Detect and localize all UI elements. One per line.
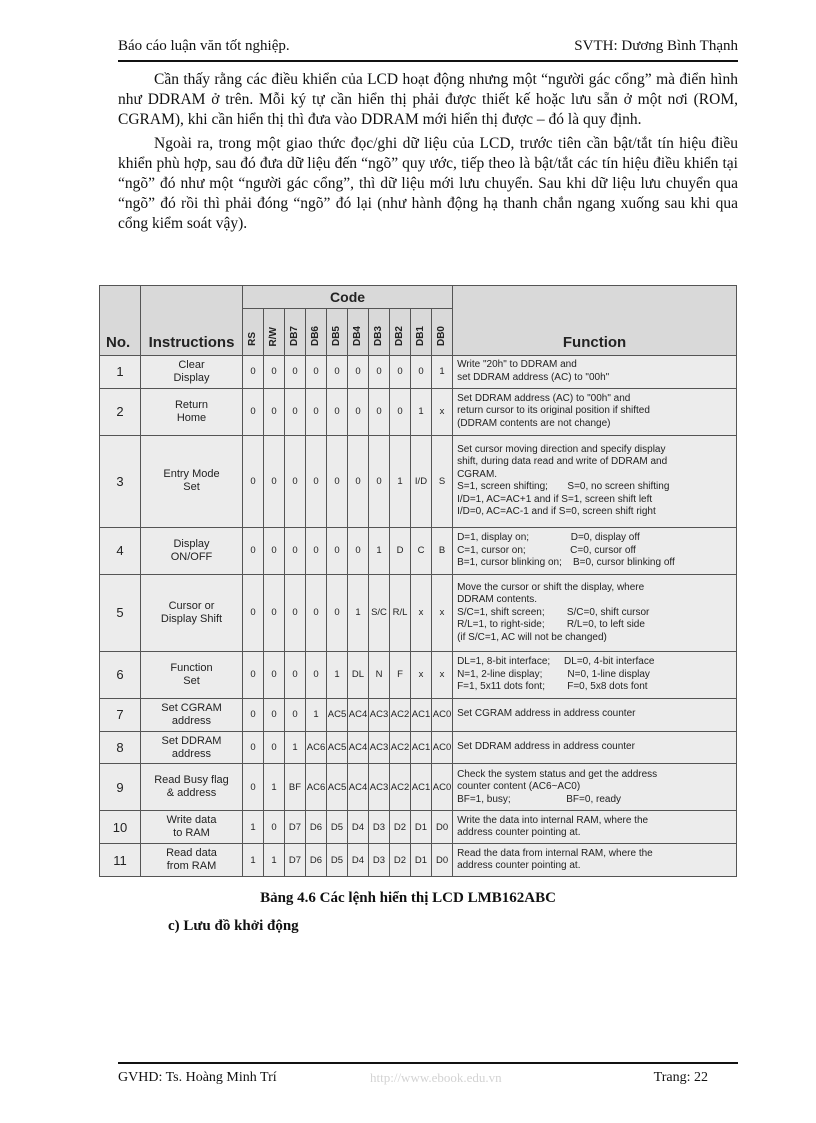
row-number: 8 xyxy=(100,731,141,764)
bit-value: AC5 xyxy=(327,731,348,764)
header-function: Function xyxy=(453,286,737,356)
function-line: Write the data into internal RAM, where the xyxy=(457,814,649,826)
header-bit xyxy=(411,309,432,356)
bit-value: 1 xyxy=(369,528,390,575)
bit-value: S/C xyxy=(369,574,390,651)
bit-value: D6 xyxy=(306,811,327,844)
bit-value: 0 xyxy=(306,388,327,435)
paragraph: Cần thấy rằng các điều khiển của LCD hoạt động nhưng một “người gác cổng” mà điển hình như DDRAM ở trên. Mỗi ký tự cần hiển thị phải được thiết kế hoặc lưu sẵn ở một nơi (ROM, CGRAM), khi cần hiển thị thì đưa vào DDRAM mới hiển thị được – đó là quy định. xyxy=(118,71,738,128)
bit-value: D3 xyxy=(369,844,390,877)
function-line: R/L=1, to right-side; R/L=0, to left side xyxy=(457,619,645,631)
header-code: Code xyxy=(243,286,453,309)
bit-value: 0 xyxy=(243,764,264,811)
instruction-line: Display xyxy=(173,537,210,550)
row-number: 6 xyxy=(100,652,141,699)
instruction-line: Cursor or xyxy=(168,599,215,612)
header-report-title: Báo cáo luận văn tốt nghiệp. xyxy=(118,38,290,54)
instruction-line: address xyxy=(171,747,212,760)
instruction-name xyxy=(141,528,243,575)
bit-value: 0 xyxy=(285,528,306,575)
instruction-line: Clear xyxy=(178,358,205,371)
header-bit xyxy=(432,309,453,356)
bit-value: AC1 xyxy=(411,698,432,731)
function-line: Write "20h" to DDRAM and xyxy=(457,359,577,371)
header-bit-label: RS xyxy=(247,332,258,346)
header-bit-label: DB0 xyxy=(436,325,448,346)
header-bit xyxy=(327,309,348,356)
header-bit xyxy=(306,309,327,356)
bit-value: C xyxy=(411,528,432,575)
bit-value: BF xyxy=(285,764,306,811)
bit-value: D5 xyxy=(327,844,348,877)
bit-value: 0 xyxy=(243,528,264,575)
function-description xyxy=(453,844,737,877)
instruction-line: & address xyxy=(166,787,217,800)
header-bit xyxy=(264,309,285,356)
bit-value: x xyxy=(432,652,453,699)
bit-value: 0 xyxy=(348,528,369,575)
bit-value: AC6 xyxy=(306,731,327,764)
function-description xyxy=(453,388,737,435)
instruction-name xyxy=(141,388,243,435)
table-row xyxy=(100,574,737,651)
function-line: Set DDRAM address (AC) to "00h" and xyxy=(457,392,631,404)
function-line: I/D=0, AC=AC-1 and if S=0, screen shift right xyxy=(457,506,656,518)
page-header xyxy=(118,30,738,62)
function-line: Read the data from internal RAM, where the xyxy=(457,847,653,859)
instruction-name xyxy=(141,652,243,699)
row-number: 4 xyxy=(100,528,141,575)
bit-value: AC6 xyxy=(306,764,327,811)
row-number: 9 xyxy=(100,764,141,811)
row-number: 11 xyxy=(100,844,141,877)
bit-value: AC0 xyxy=(432,698,453,731)
bit-value: x xyxy=(432,388,453,435)
bit-value: 0 xyxy=(285,698,306,731)
bit-value: 0 xyxy=(285,356,306,389)
bit-value: 0 xyxy=(369,356,390,389)
instruction-line: Read Busy flag xyxy=(154,774,229,787)
bit-value: 0 xyxy=(369,388,390,435)
body-text xyxy=(118,70,738,238)
table-caption: Bảng 4.6 Các lệnh hiển thị LCD LMB162ABC xyxy=(260,890,556,906)
instruction-name xyxy=(141,844,243,877)
header-instructions: Instructions xyxy=(141,286,243,356)
bit-value: 0 xyxy=(264,356,285,389)
bit-value: AC4 xyxy=(348,731,369,764)
instruction-line: Home xyxy=(176,411,207,424)
instruction-name xyxy=(141,811,243,844)
footer-watermark: http://www.ebook.edu.vn xyxy=(370,1070,502,1085)
function-line: Move the cursor or shift the display, where xyxy=(457,581,645,593)
function-line: return cursor to its original position if shifted xyxy=(457,405,650,417)
bit-value: 0 xyxy=(327,388,348,435)
function-line: S=1, screen shifting; S=0, no screen shifting xyxy=(457,481,670,493)
bit-value: 0 xyxy=(390,356,411,389)
bit-value: D5 xyxy=(327,811,348,844)
function-line: I/D=1, AC=AC+1 and if S=1, screen shift left xyxy=(457,493,653,505)
bit-value: 0 xyxy=(369,435,390,527)
bit-value: 1 xyxy=(411,388,432,435)
bit-value: AC2 xyxy=(390,698,411,731)
table-row xyxy=(100,435,737,527)
header-bit-label: R/W xyxy=(268,326,279,346)
bit-value: 0 xyxy=(306,652,327,699)
table-row xyxy=(100,764,737,811)
bit-value: 0 xyxy=(348,388,369,435)
function-description xyxy=(453,528,737,575)
bit-value: AC3 xyxy=(369,698,390,731)
function-line: D=1, display on; D=0, display off xyxy=(457,532,640,544)
table-row xyxy=(100,844,737,877)
instruction-line: Set xyxy=(183,481,200,494)
bit-value: AC1 xyxy=(411,764,432,811)
bit-value: 0 xyxy=(306,435,327,527)
bit-value: 0 xyxy=(243,356,264,389)
function-line: F=1, 5x11 dots font; F=0, 5x8 dots font xyxy=(457,681,648,693)
function-line: DDRAM contents. xyxy=(457,594,538,606)
bit-value: D7 xyxy=(285,844,306,877)
bit-value: 0 xyxy=(390,388,411,435)
bit-value: AC1 xyxy=(411,731,432,764)
instruction-name xyxy=(141,731,243,764)
bit-value: 0 xyxy=(327,574,348,651)
table-row xyxy=(100,811,737,844)
bit-value: 0 xyxy=(306,528,327,575)
function-description xyxy=(453,811,737,844)
bit-value: D xyxy=(390,528,411,575)
function-line: Set CGRAM address in address counter xyxy=(457,708,636,720)
instruction-name xyxy=(141,435,243,527)
bit-value: 0 xyxy=(243,731,264,764)
function-line: shift, during data read and write of DDRAM and xyxy=(457,456,668,468)
bit-value: S xyxy=(432,435,453,527)
bit-value: x xyxy=(411,574,432,651)
lcd-instruction-table xyxy=(99,285,736,877)
bit-value: AC2 xyxy=(390,764,411,811)
header-bit xyxy=(243,309,264,356)
header-student-name: SVTH: Dương Bình Thạnh xyxy=(574,38,738,54)
bit-value: 0 xyxy=(243,652,264,699)
instruction-line: Set CGRAM xyxy=(161,701,222,714)
bit-value: AC4 xyxy=(348,698,369,731)
instruction-name xyxy=(141,574,243,651)
bit-value: AC5 xyxy=(327,698,348,731)
bit-value: 1 xyxy=(432,356,453,389)
bit-value: F xyxy=(390,652,411,699)
page-footer xyxy=(118,1062,738,1094)
table-row xyxy=(100,652,737,699)
bit-value: N xyxy=(369,652,390,699)
bit-value: D1 xyxy=(411,811,432,844)
bit-value: AC4 xyxy=(348,764,369,811)
function-description xyxy=(453,435,737,527)
bit-value: 1 xyxy=(264,764,285,811)
function-description xyxy=(453,731,737,764)
instruction-line: Function xyxy=(170,661,213,674)
function-line: S/C=1, shift screen; S/C=0, shift cursor xyxy=(457,606,650,618)
bit-value: 0 xyxy=(306,356,327,389)
footer-advisor: GVHD: Ts. Hoàng Minh Trí xyxy=(118,1070,277,1085)
function-line: set DDRAM address (AC) to "00h" xyxy=(457,371,610,383)
bit-value: 0 xyxy=(264,652,285,699)
header-bit xyxy=(369,309,390,356)
row-number: 1 xyxy=(100,356,141,389)
function-description xyxy=(453,652,737,699)
bit-value: 0 xyxy=(264,388,285,435)
header-bit-label: DB2 xyxy=(394,325,405,346)
bit-value: DL xyxy=(348,652,369,699)
function-line: BF=1, busy; BF=0, ready xyxy=(457,793,622,805)
instruction-line: Display Shift xyxy=(160,612,223,625)
row-number: 10 xyxy=(100,811,141,844)
function-description xyxy=(453,356,737,389)
bit-value: 0 xyxy=(243,435,264,527)
function-line: CGRAM. xyxy=(457,468,498,480)
instruction-name xyxy=(141,698,243,731)
bit-value: D0 xyxy=(432,811,453,844)
bit-value: AC3 xyxy=(369,764,390,811)
bit-value: 0 xyxy=(264,574,285,651)
bit-value: D7 xyxy=(285,811,306,844)
table-row xyxy=(100,698,737,731)
instruction-line: address xyxy=(171,714,212,727)
function-description xyxy=(453,698,737,731)
bit-value: 1 xyxy=(285,731,306,764)
bit-value: 1 xyxy=(327,652,348,699)
bit-value: I/D xyxy=(411,435,432,527)
bit-value: 0 xyxy=(285,574,306,651)
function-line: (DDRAM contents are not change) xyxy=(457,417,611,429)
header-bit-label: DB4 xyxy=(352,325,363,346)
bit-value: 0 xyxy=(264,698,285,731)
instruction-line: Set DDRAM xyxy=(161,734,222,747)
bit-value: 0 xyxy=(264,811,285,844)
bit-value: 0 xyxy=(411,356,432,389)
function-line: DL=1, 8-bit interface; DL=0, 4-bit interface xyxy=(457,656,655,668)
bit-value: D4 xyxy=(348,811,369,844)
header-bit-label: DB6 xyxy=(310,325,321,346)
bit-value: D2 xyxy=(390,811,411,844)
function-line: address counter pointing at. xyxy=(457,860,581,872)
table-row xyxy=(100,528,737,575)
bit-value: 0 xyxy=(243,698,264,731)
bit-value: x xyxy=(432,574,453,651)
instruction-line: ON/OFF xyxy=(170,550,213,563)
function-line: N=1, 2-line display; N=0, 1-line display xyxy=(457,668,650,680)
instruction-line: from RAM xyxy=(166,860,217,873)
function-line: C=1, cursor on; C=0, cursor off xyxy=(457,544,636,556)
bit-value: B xyxy=(432,528,453,575)
bit-value: R/L xyxy=(390,574,411,651)
function-line: B=1, cursor blinking on; B=0, cursor blinking off xyxy=(457,557,675,569)
bit-value: D2 xyxy=(390,844,411,877)
function-description xyxy=(453,764,737,811)
bit-value: 1 xyxy=(390,435,411,527)
bit-value: AC2 xyxy=(390,731,411,764)
header-bit xyxy=(285,309,306,356)
instruction-line: Return xyxy=(174,398,209,411)
bit-value: 0 xyxy=(243,388,264,435)
instruction-line: Set xyxy=(183,674,200,687)
bit-value: 0 xyxy=(285,388,306,435)
table-row xyxy=(100,731,737,764)
bit-value: 0 xyxy=(327,528,348,575)
bit-value: D0 xyxy=(432,844,453,877)
bit-value: 0 xyxy=(306,574,327,651)
header-no: No. xyxy=(100,286,141,356)
function-line: address counter pointing at. xyxy=(457,827,581,839)
function-description xyxy=(453,574,737,651)
paragraph: Ngoài ra, trong một giao thức đọc/ghi dữ liệu của LCD, trước tiên cần bật/tắt tín hiệu điều khiển phù hợp, sau đó đưa dữ liệu đến “ngõ” quy ước, tiếp theo là bật/tắt các tín hiệu điều khiển tại “ngõ” đó như một “người gác cổng”, thì dữ liệu mới lưu chuyển. Sau khi dữ liệu lưu chuyển qua “ngõ” đó rồi thì phải đóng “ngõ” đó lại (như hành động hạ thanh chắn ngang xuống sau khi qua cổng kiểm soát vậy). xyxy=(118,135,738,232)
function-line: counter content (AC6~AC0) xyxy=(457,781,581,793)
bit-value: 0 xyxy=(348,435,369,527)
bit-value: AC0 xyxy=(432,731,453,764)
header-bit-label: DB5 xyxy=(331,325,342,346)
header-bit-label: DB7 xyxy=(289,325,300,346)
bit-value: 1 xyxy=(264,844,285,877)
function-line: Check the system status and get the address xyxy=(457,768,658,780)
bit-value: 0 xyxy=(243,574,264,651)
row-number: 3 xyxy=(100,435,141,527)
bit-value: 0 xyxy=(264,528,285,575)
table-row xyxy=(100,388,737,435)
bit-value: D6 xyxy=(306,844,327,877)
bit-value: AC5 xyxy=(327,764,348,811)
bit-value: 1 xyxy=(348,574,369,651)
function-line: (if S/C=1, AC will not be changed) xyxy=(457,631,607,643)
bit-value: 0 xyxy=(327,435,348,527)
header-bit xyxy=(390,309,411,356)
instruction-name xyxy=(141,356,243,389)
instruction-name xyxy=(141,764,243,811)
bit-value: x xyxy=(411,652,432,699)
bit-value: AC3 xyxy=(369,731,390,764)
bit-value: AC0 xyxy=(432,764,453,811)
header-bit-label: DB3 xyxy=(373,325,384,346)
bit-value: D3 xyxy=(369,811,390,844)
bit-value: 1 xyxy=(243,844,264,877)
table-row xyxy=(100,356,737,389)
bit-value: D4 xyxy=(348,844,369,877)
function-line: Set cursor moving direction and specify display xyxy=(457,443,666,455)
bit-value: 0 xyxy=(264,435,285,527)
function-line: Set DDRAM address in address counter xyxy=(457,741,635,753)
bit-value: 0 xyxy=(285,435,306,527)
header-bit-label: DB1 xyxy=(415,325,426,346)
row-number: 2 xyxy=(100,388,141,435)
instruction-line: Write data xyxy=(166,814,217,827)
instruction-line: to RAM xyxy=(173,827,210,840)
bit-value: 1 xyxy=(243,811,264,844)
bit-value: 0 xyxy=(285,652,306,699)
bit-value: 1 xyxy=(306,698,327,731)
footer-page-number: Trang: 22 xyxy=(653,1070,708,1085)
subsection-heading: c) Lưu đồ khởi động xyxy=(168,918,299,934)
bit-value: 0 xyxy=(264,731,285,764)
bit-value: D1 xyxy=(411,844,432,877)
instruction-line: Entry Mode xyxy=(163,468,220,481)
header-bit xyxy=(348,309,369,356)
instruction-line: Read data xyxy=(166,847,217,860)
row-number: 5 xyxy=(100,574,141,651)
bit-value: 0 xyxy=(327,356,348,389)
instruction-line: Display xyxy=(173,371,210,384)
row-number: 7 xyxy=(100,698,141,731)
bit-value: 0 xyxy=(348,356,369,389)
